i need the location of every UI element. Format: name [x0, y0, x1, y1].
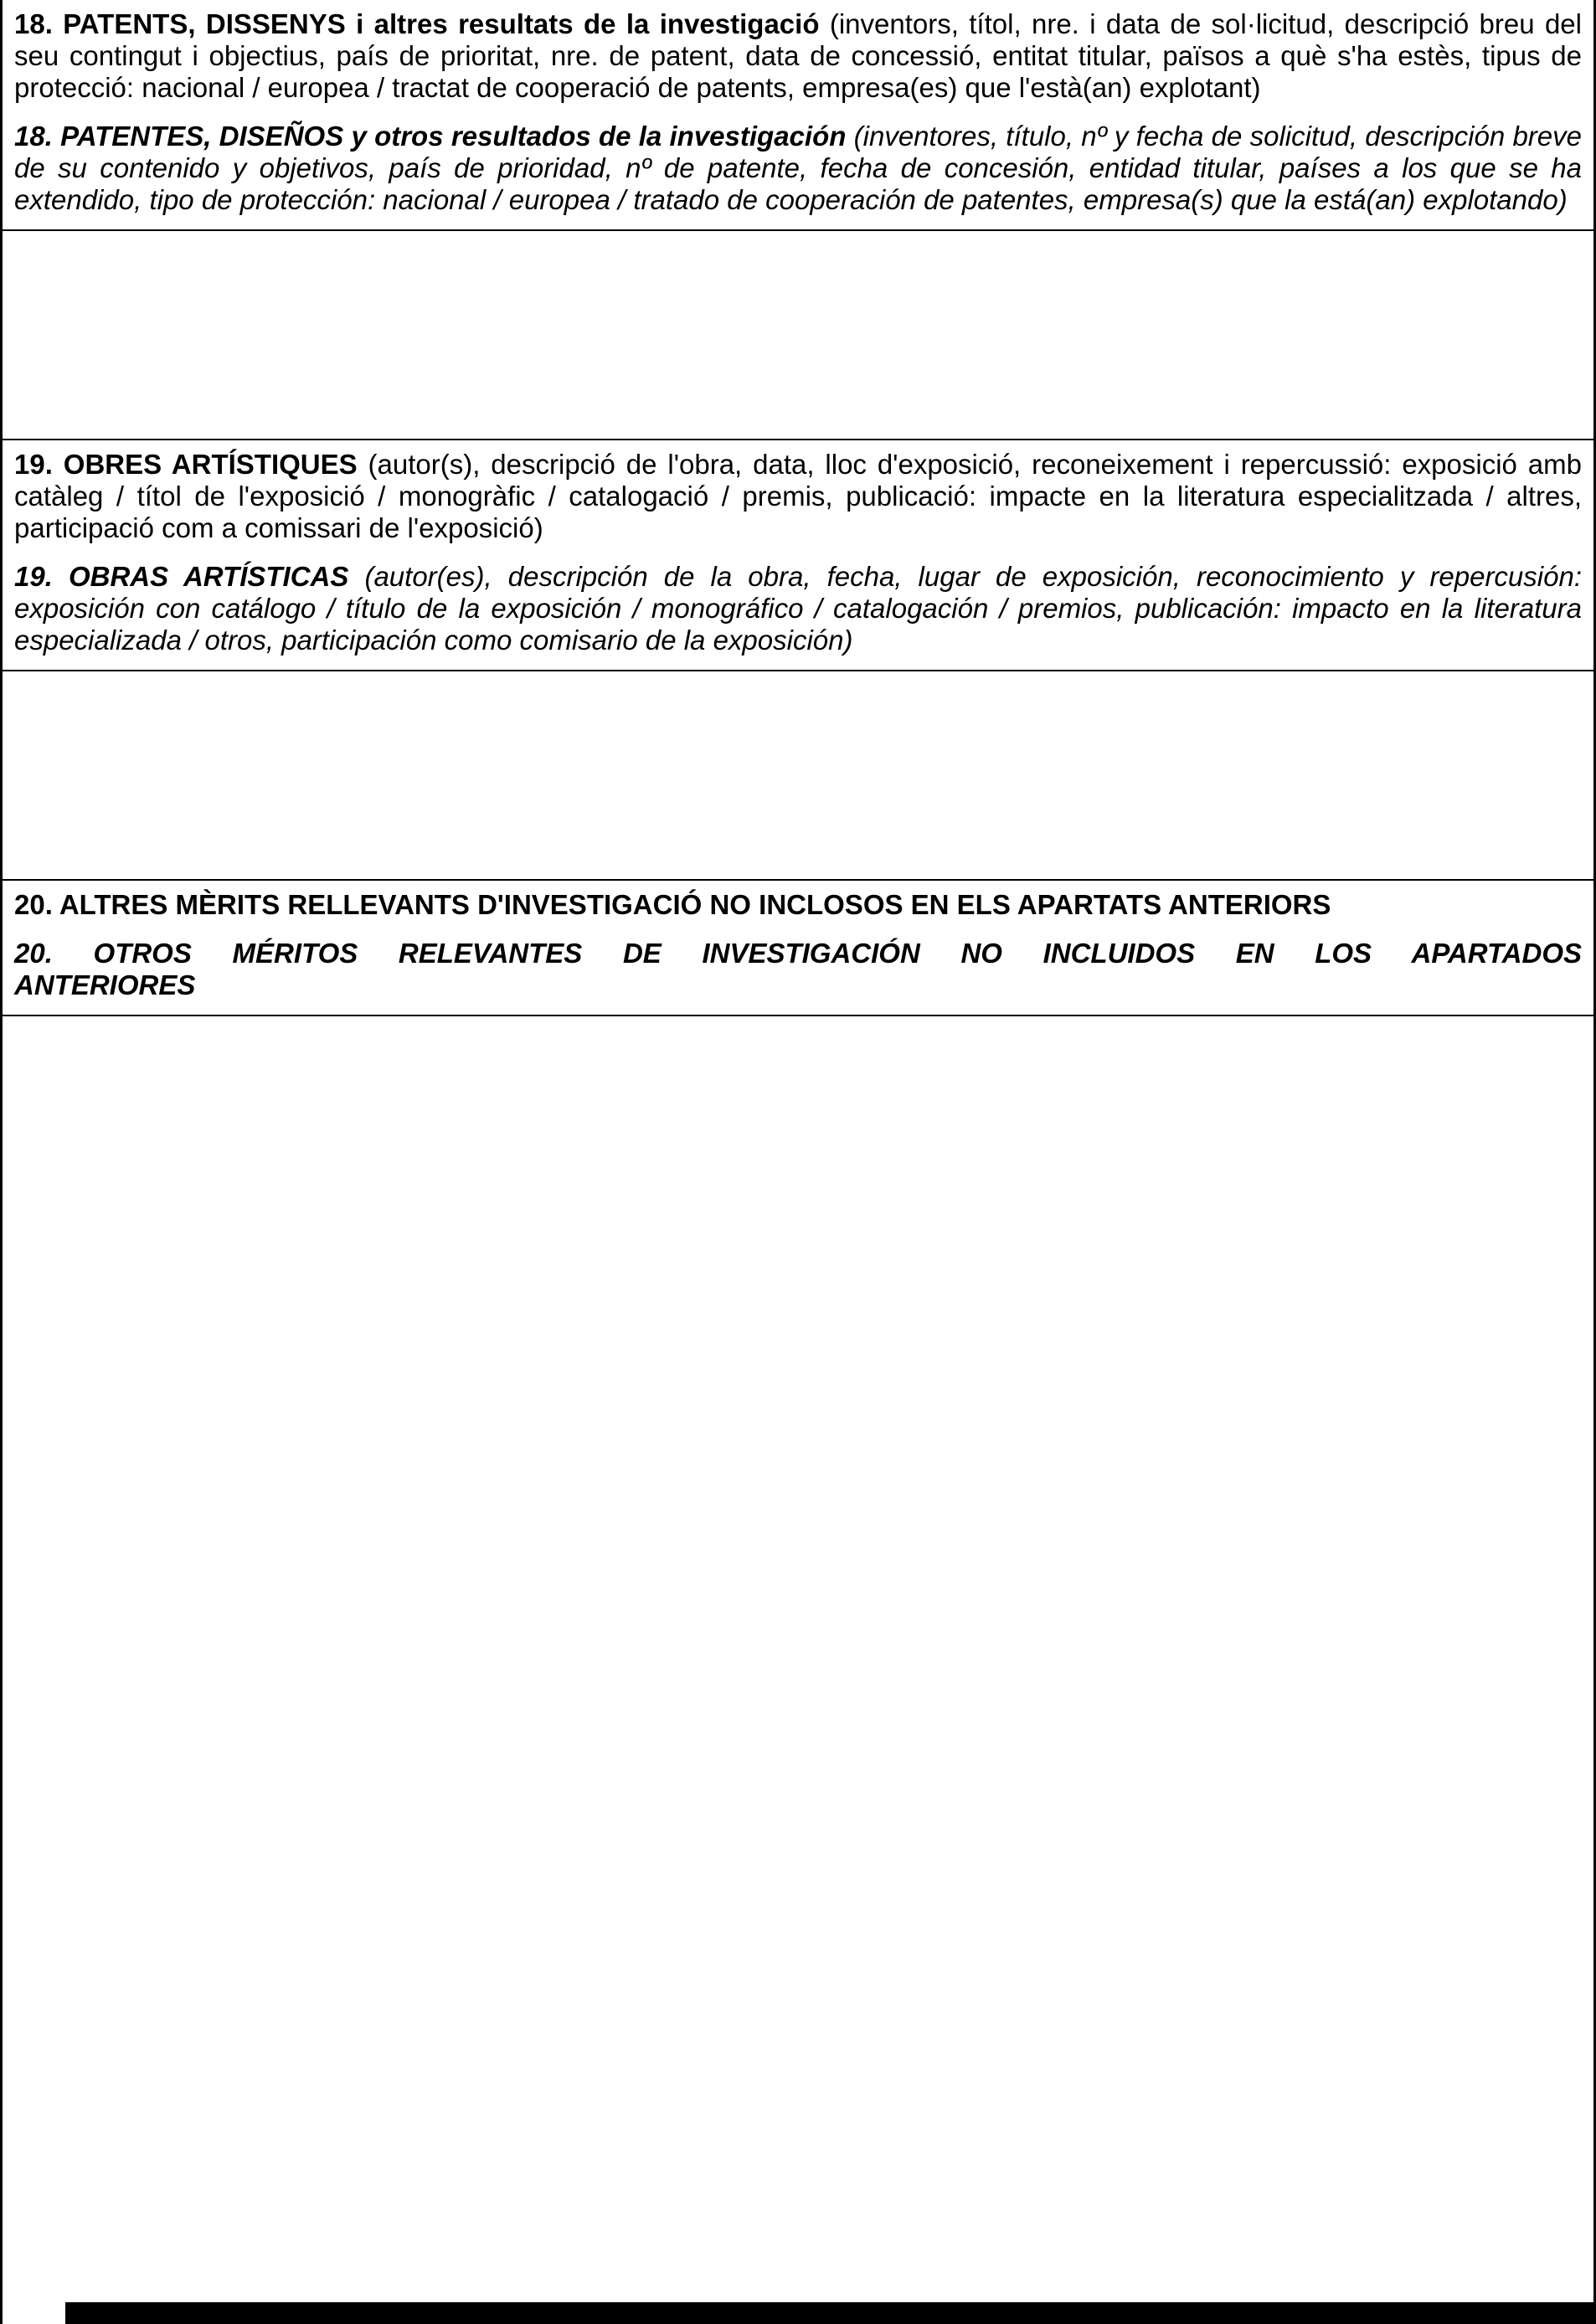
section-19-title-spanish-bold: 19. OBRAS ARTÍSTICAS [14, 561, 349, 592]
section-18-heading [3, 0, 1593, 231]
section-19-title-spanish [14, 561, 1582, 656]
section-20-title-spanish-line2: ANTERIORES [14, 969, 196, 1000]
section-18-entry-area [3, 231, 1593, 440]
section-18-title-catalan [14, 8, 1582, 104]
section-19-entry-area [3, 671, 1593, 881]
section-19-heading [3, 440, 1593, 671]
section-20-title-spanish [14, 938, 1582, 1001]
section-18-desc-catalan: (inventors, títol, nre. i data de sol·licitud, descripció breu del seu contingut i objectius, país de prioritat, nre. de patent, data de concessió, entitat titular, països a què s'ha estès, tipus de protecció: nacional / europea / tractat de cooperació de patents, empresa(es) que l'està(an) explotant) [14, 8, 1582, 103]
section-18 [3, 0, 1593, 440]
section-19-desc-spanish: (autor(es), descripción de la obra, fecha, lugar de exposición, reconocimiento y repercusión: exposición con catálogo / título de la exposición / monográfico / catalogación / premios, publicación: impacto en la literatura especializada / otros, participación como comisario de la exposición) [14, 561, 1582, 656]
section-20-title-spanish-line1: 20. OTROS MÉRITOS RELEVANTES DE INVESTIGACIÓN NO INCLUIDOS EN LOS APARTADOS [14, 938, 1582, 969]
section-20-entry-area [3, 1016, 1593, 2324]
section-18-title-spanish [14, 121, 1582, 216]
section-20-title-catalan: 20. ALTRES MÈRITS RELLEVANTS D'INVESTIGACIÓ NO INCLOSOS EN ELS APARTATS ANTERIORS [14, 889, 1331, 920]
section-20-heading [3, 881, 1593, 1016]
next-page-header-bar [65, 2302, 1593, 2324]
section-18-title-spanish-bold: 18. PATENTES, DISEÑOS y otros resultados de la investigación [14, 121, 847, 152]
section-20 [3, 881, 1593, 2324]
section-19 [3, 440, 1593, 881]
section-19-title-catalan-bold: 19. OBRES ARTÍSTIQUES [14, 449, 358, 480]
section-18-desc-spanish: (inventores, título, nº y fecha de solicitud, descripción breve de su contenido y objetivos, país de prioridad, nº de patente, fecha de concesión, entidad titular, países a los que se ha extendido, tipo de protección: nacional / europea / tratado de cooperación de patentes, empresa(s) que la está(an) explotando) [14, 121, 1582, 215]
section-19-desc-catalan: (autor(s), descripció de l'obra, data, lloc d'exposició, reconeixement i repercussió: exposició amb catàleg / títol de l'exposició / monogràfic / catalogació / premis, publicació: impacte en la literatura especialitzada / altres, participació com a comissari de l'exposició) [14, 449, 1582, 543]
section-19-title-catalan [14, 449, 1582, 544]
section-18-title-catalan-bold: 18. PATENTS, DISSENYS i altres resultats de la investigació [14, 8, 820, 39]
